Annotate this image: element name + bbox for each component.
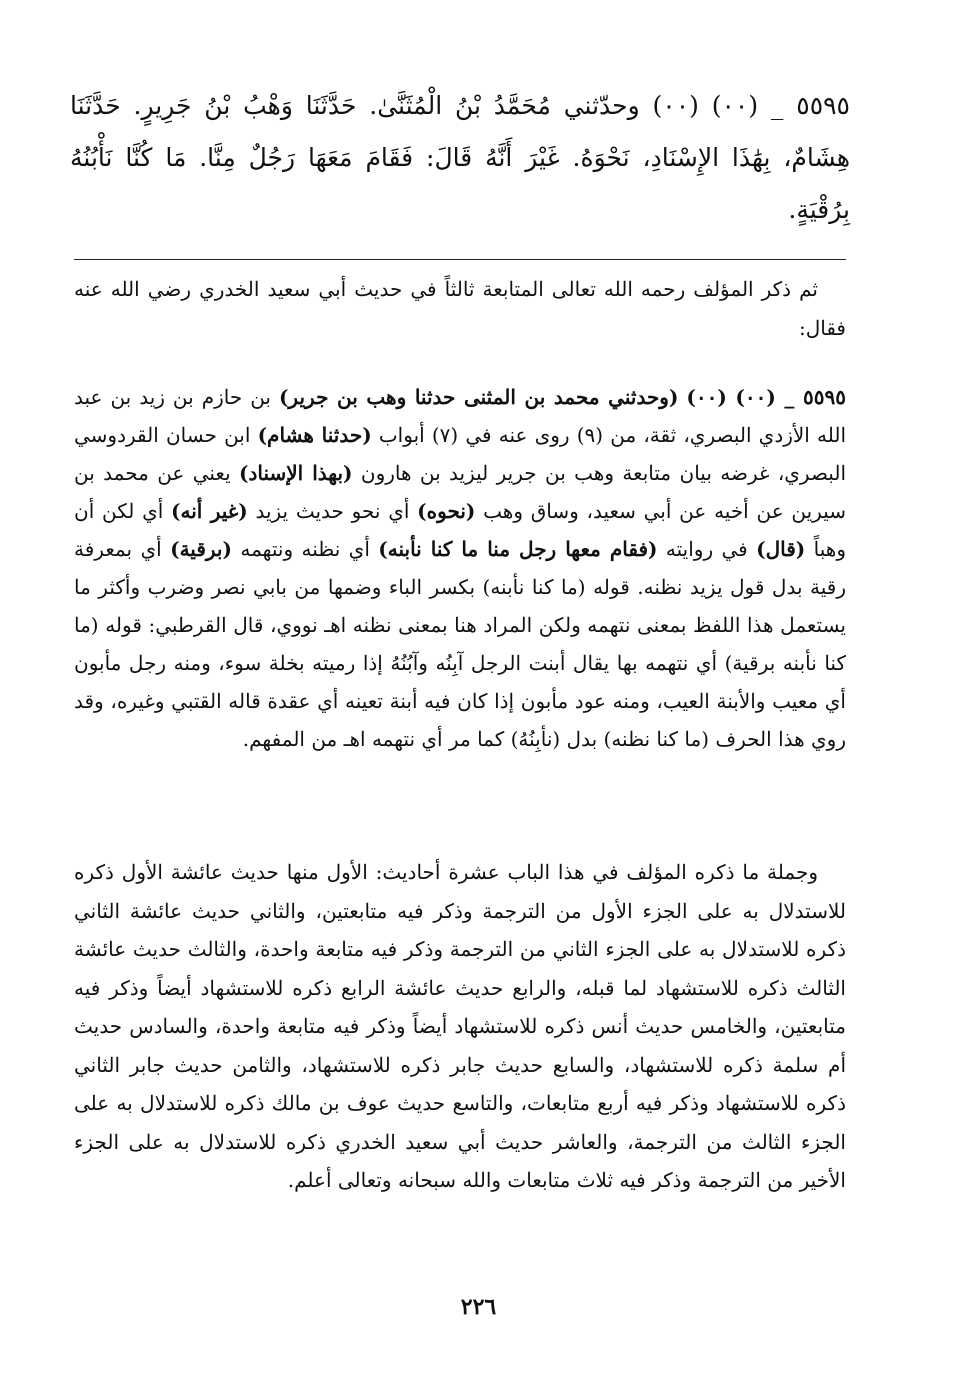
commentary-paragraph bbox=[74, 378, 846, 758]
quoted-chain-5: (غير أنه) bbox=[171, 499, 248, 523]
chapter-summary: وجملة ما ذكره المؤلف في هذا الباب عشرة أحاديث: الأول منها حديث عائشة الأول ذكره للاستدلال به على الجزء الأول من الترجمة وذكر فيه متابعتين، والثاني حديث عائشة الثاني ذكره للاستدلال به على الجزء الثاني من الترجمة وذكر فيه متابعة واحدة، والثالث حديث عائشة الثالث ذكره للاستشهاد لما قبله، والرابع حديث عائشة الرابع ذكره للاستشهاد أيضاً وذكر فيه متابعتين، والخامس حديث أنس ذكره للاستشهاد أيضاً وذكر فيه متابعة واحدة، والسادس حديث أم سلمة ذكره للاستشهاد، والسابع حديث جابر ذكره للاستشهاد، والثامن حديث جابر الثاني ذكره للاستشهاد وذكر فيه أربع متابعات، والتاسع حديث عوف بن مالك ذكره للاستدلال به على الجزء الثالث من الترجمة، والعاشر حديث أبي سعيد الخدري ذكره للاستدلال به على الجزء الأخير من الترجمة وذكر فيه ثلاث متابعات والله سبحانه وتعالى أعلم. bbox=[74, 860, 846, 1192]
page-number: ٢٢٦ bbox=[460, 1294, 497, 1320]
explanation-5: أي لكن أن وهباً bbox=[74, 499, 846, 561]
explanation-2: ابن حسان القردوسي البصري، غرضه بيان متابعة وهب بن جرير ليزيد بن هارون bbox=[74, 423, 846, 485]
quoted-chain-3: (بهذا الإسناد) bbox=[239, 461, 353, 485]
quoted-chain-6: (قال) bbox=[756, 537, 806, 561]
explanation-3: يعني عن محمد بن سيرين عن أخيه عن أبي سعيد، وساق وهب bbox=[74, 461, 847, 523]
explanation-7: أي نظنه ونتهمه bbox=[231, 537, 379, 561]
quoted-chain-8: (برقية) bbox=[170, 537, 232, 561]
separator-line bbox=[74, 259, 846, 260]
hadith-body: وحدّثني مُحَمَّدُ بْنُ الْمُثَنَّىٰ. حَدَّثَنَا وَهْبُ بْنُ جَرِيرٍ. حَدَّثَنَا هِشَامٌ، بِهَٰذَا الإِسْنَادِ، نَحْوَهُ. غَيْرَ أَنَّهُ قَالَ: فَقَامَ مَعَهَا رَجُلٌ مِنَّا. مَا كُنَّا نَأْبُنُهُ بِرُقْيَةٍ. bbox=[70, 91, 850, 224]
commentary-intro: ثم ذكر المؤلف رحمه الله تعالى المتابعة ثالثاً في حديث أبي سعيد الخدري رضي الله عنه فقال: bbox=[74, 277, 846, 340]
hadith-number: ٥٥٩٥ _ (٠٠) (٠٠) bbox=[652, 91, 850, 120]
hadith-text-block bbox=[70, 80, 850, 236]
commentary-hadith-number: ٥٥٩٥ _ (٠٠) (٠٠) bbox=[686, 385, 846, 409]
explanation-6: في روايته bbox=[657, 537, 757, 561]
quoted-chain-2: (حدثنا هشام) bbox=[257, 423, 372, 447]
quoted-chain-1: (وحدثني محمد بن المثنى حدثنا وهب بن جرير) bbox=[278, 385, 679, 409]
explanation-4: أي نحو حديث يزيد bbox=[247, 499, 418, 523]
explanation-8: أي بمعرفة رقية بدل قول يزيد نظنه. قوله (ما كنا نأبنه) بكسر الباء وضمها من بابي نصر وضرب وأكثر ما يستعمل هذا اللفظ بمعنى نتهمه ولكن المراد هنا بمعنى نظنه اهـ نووي، قال القرطبي: قوله (ما كنا نأبنه برقية) أي نتهمه بها يقال أبنت الرجل آبِنُه وآبُنُهُ إذا رميته بخلة سوء، ومنه رجل مأبون أي معيب والأبنة العيب، ومنه عود مأبون إذا كان فيه أبنة تعينه أي عقدة قاله القتبي وغيره، وقد روي هذا الحرف (ما كنا نظنه) بدل (نأبِنُهُ) كما مر أي نتهمه اهـ من المفهم. bbox=[74, 537, 846, 751]
explanation-1: بن حازم بن زيد بن عبد الله الأزدي البصري، ثقة، من (٩) روى عنه في (٧) أبواب bbox=[74, 385, 846, 447]
quoted-chain-7: (فقام معها رجل منا ما كنا نأبنه) bbox=[378, 537, 658, 561]
quoted-chain-4: (نحوه) bbox=[417, 499, 476, 523]
